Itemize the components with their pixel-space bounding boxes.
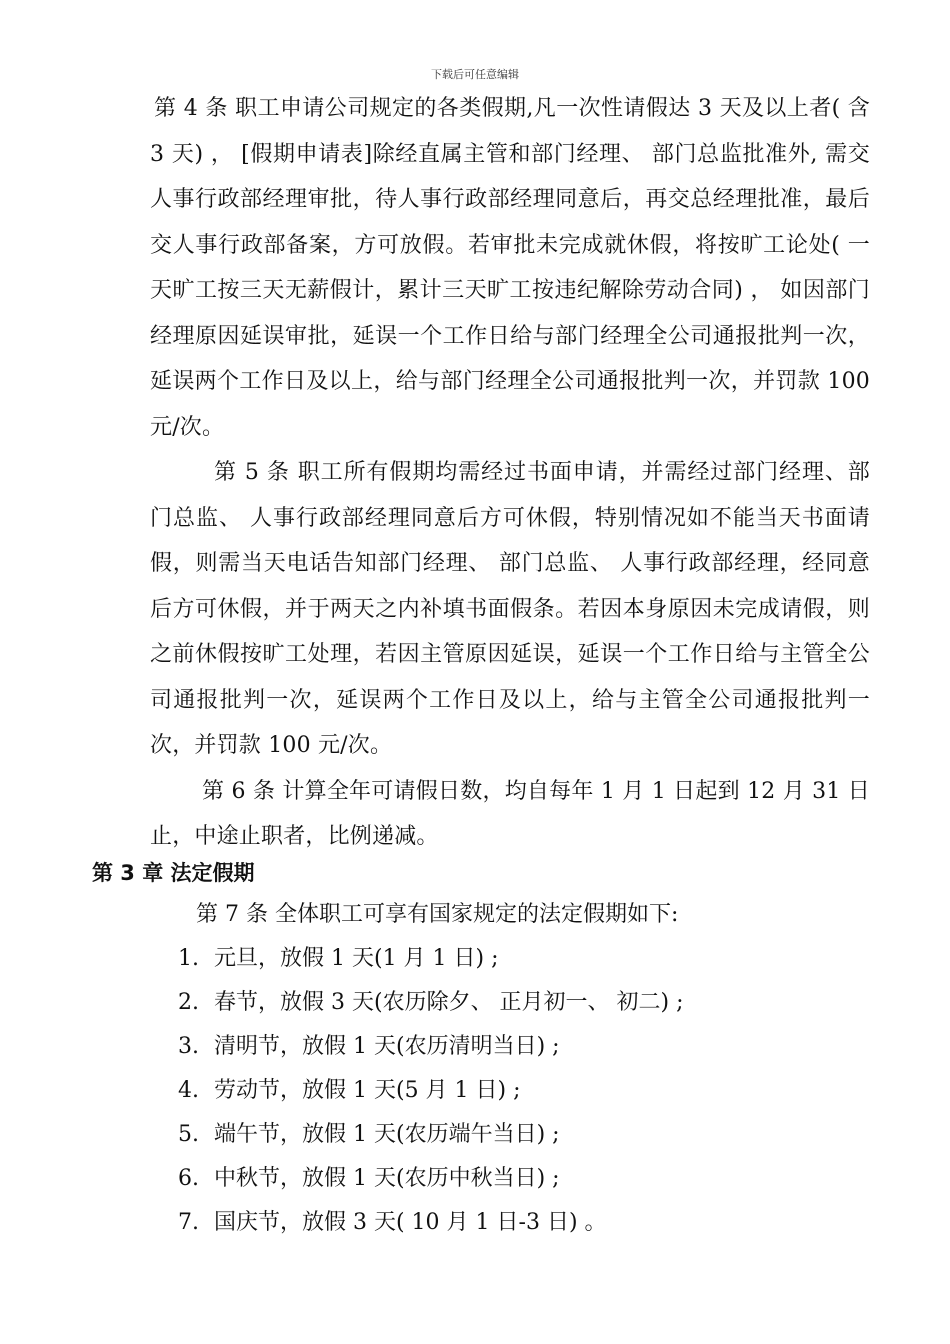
list-item-number: 3.: [178, 1034, 199, 1059]
list-item-text: 端午节，放假 1 天(农历端午当日) ;: [214, 1122, 560, 1147]
list-item-text: 劳动节，放假 1 天(5 月 1 日) ;: [214, 1078, 521, 1103]
list-item: [178, 1157, 684, 1201]
holiday-list: [178, 937, 684, 1245]
article-7-paragraph: 第 7 条 全体职工可享有国家规定的法定假期如下:: [196, 902, 679, 927]
list-item-number: 4.: [178, 1078, 199, 1103]
list-item-text: 元旦，放假 1 天(1 月 1 日) ;: [214, 946, 499, 971]
list-item: [178, 1069, 684, 1113]
list-item-text: 国庆节，放假 3 天( 10 月 1 日-3 日) 。: [214, 1210, 607, 1235]
list-item-text: 清明节，放假 1 天(农历清明当日) ;: [214, 1034, 560, 1059]
list-item: [178, 981, 684, 1025]
list-item: [178, 1025, 684, 1069]
list-item-number: 2.: [178, 990, 199, 1015]
document-body: [150, 86, 870, 860]
list-item-text: 中秋节，放假 1 天(农历中秋当日) ;: [214, 1166, 560, 1191]
list-item-number: 6.: [178, 1166, 199, 1191]
list-item: [178, 1201, 684, 1245]
list-item-number: 5.: [178, 1122, 199, 1147]
page-header-note: 下载后可任意编辑: [431, 68, 519, 81]
chapter-3-heading: 第 3 章 法定假期: [92, 861, 255, 885]
list-item-number: 1.: [178, 946, 199, 971]
article-6-paragraph: 第 6 条 计算全年可请假日数，均自每年 1 月 1 日起到 12 月 31 日止，中途止职者，比例递减。: [150, 778, 870, 849]
list-item: [178, 937, 684, 981]
article-5-paragraph: 第 5 条 职工所有假期均需经过书面申请，并需经过部门经理、部门总监、 人事行政部经理同意后方可休假，特别情况如不能当天书面请假，则需当天电话告知部门经理、 部门总监、 人事行政部经理，经同意后方可休假，并于两天之内补填书面假条。若因本身原因未完成请假，则之前休假按旷工处理，若因主管原因延误，延误一个工作日给与主管全公司通报批判一次，延误两个工作日及以上，给与主管全公司通报批判一次，并罚款 100 元/次。: [150, 460, 870, 758]
article-4-paragraph: 第 4 条 职工申请公司规定的各类假期,凡一次性请假达 3 天及以上者( 含 3 天) ， [假期申请表]除经直属主管和部门经理、 部门总监批准外, 需交人事行政部经理审批，待人事行政部经理同意后，再交总经理批准，最后交人事行政部备案，方可放假。若审批未完成就休假，将按旷工论处( 一天旷工按三天无薪假计，累计三天旷工按违纪解除劳动合同) ， 如因部门经理原因延误审批，延误一个工作日给与部门经理全公司通报批判一次，延误两个工作日及以上，给与部门经理全公司通报批判一次，并罚款 100 元/次。: [150, 96, 870, 440]
list-item: [178, 1113, 684, 1157]
list-item-number: 7.: [178, 1210, 199, 1235]
list-item-text: 春节，放假 3 天(农历除夕、 正月初一、 初二) ;: [214, 990, 684, 1015]
